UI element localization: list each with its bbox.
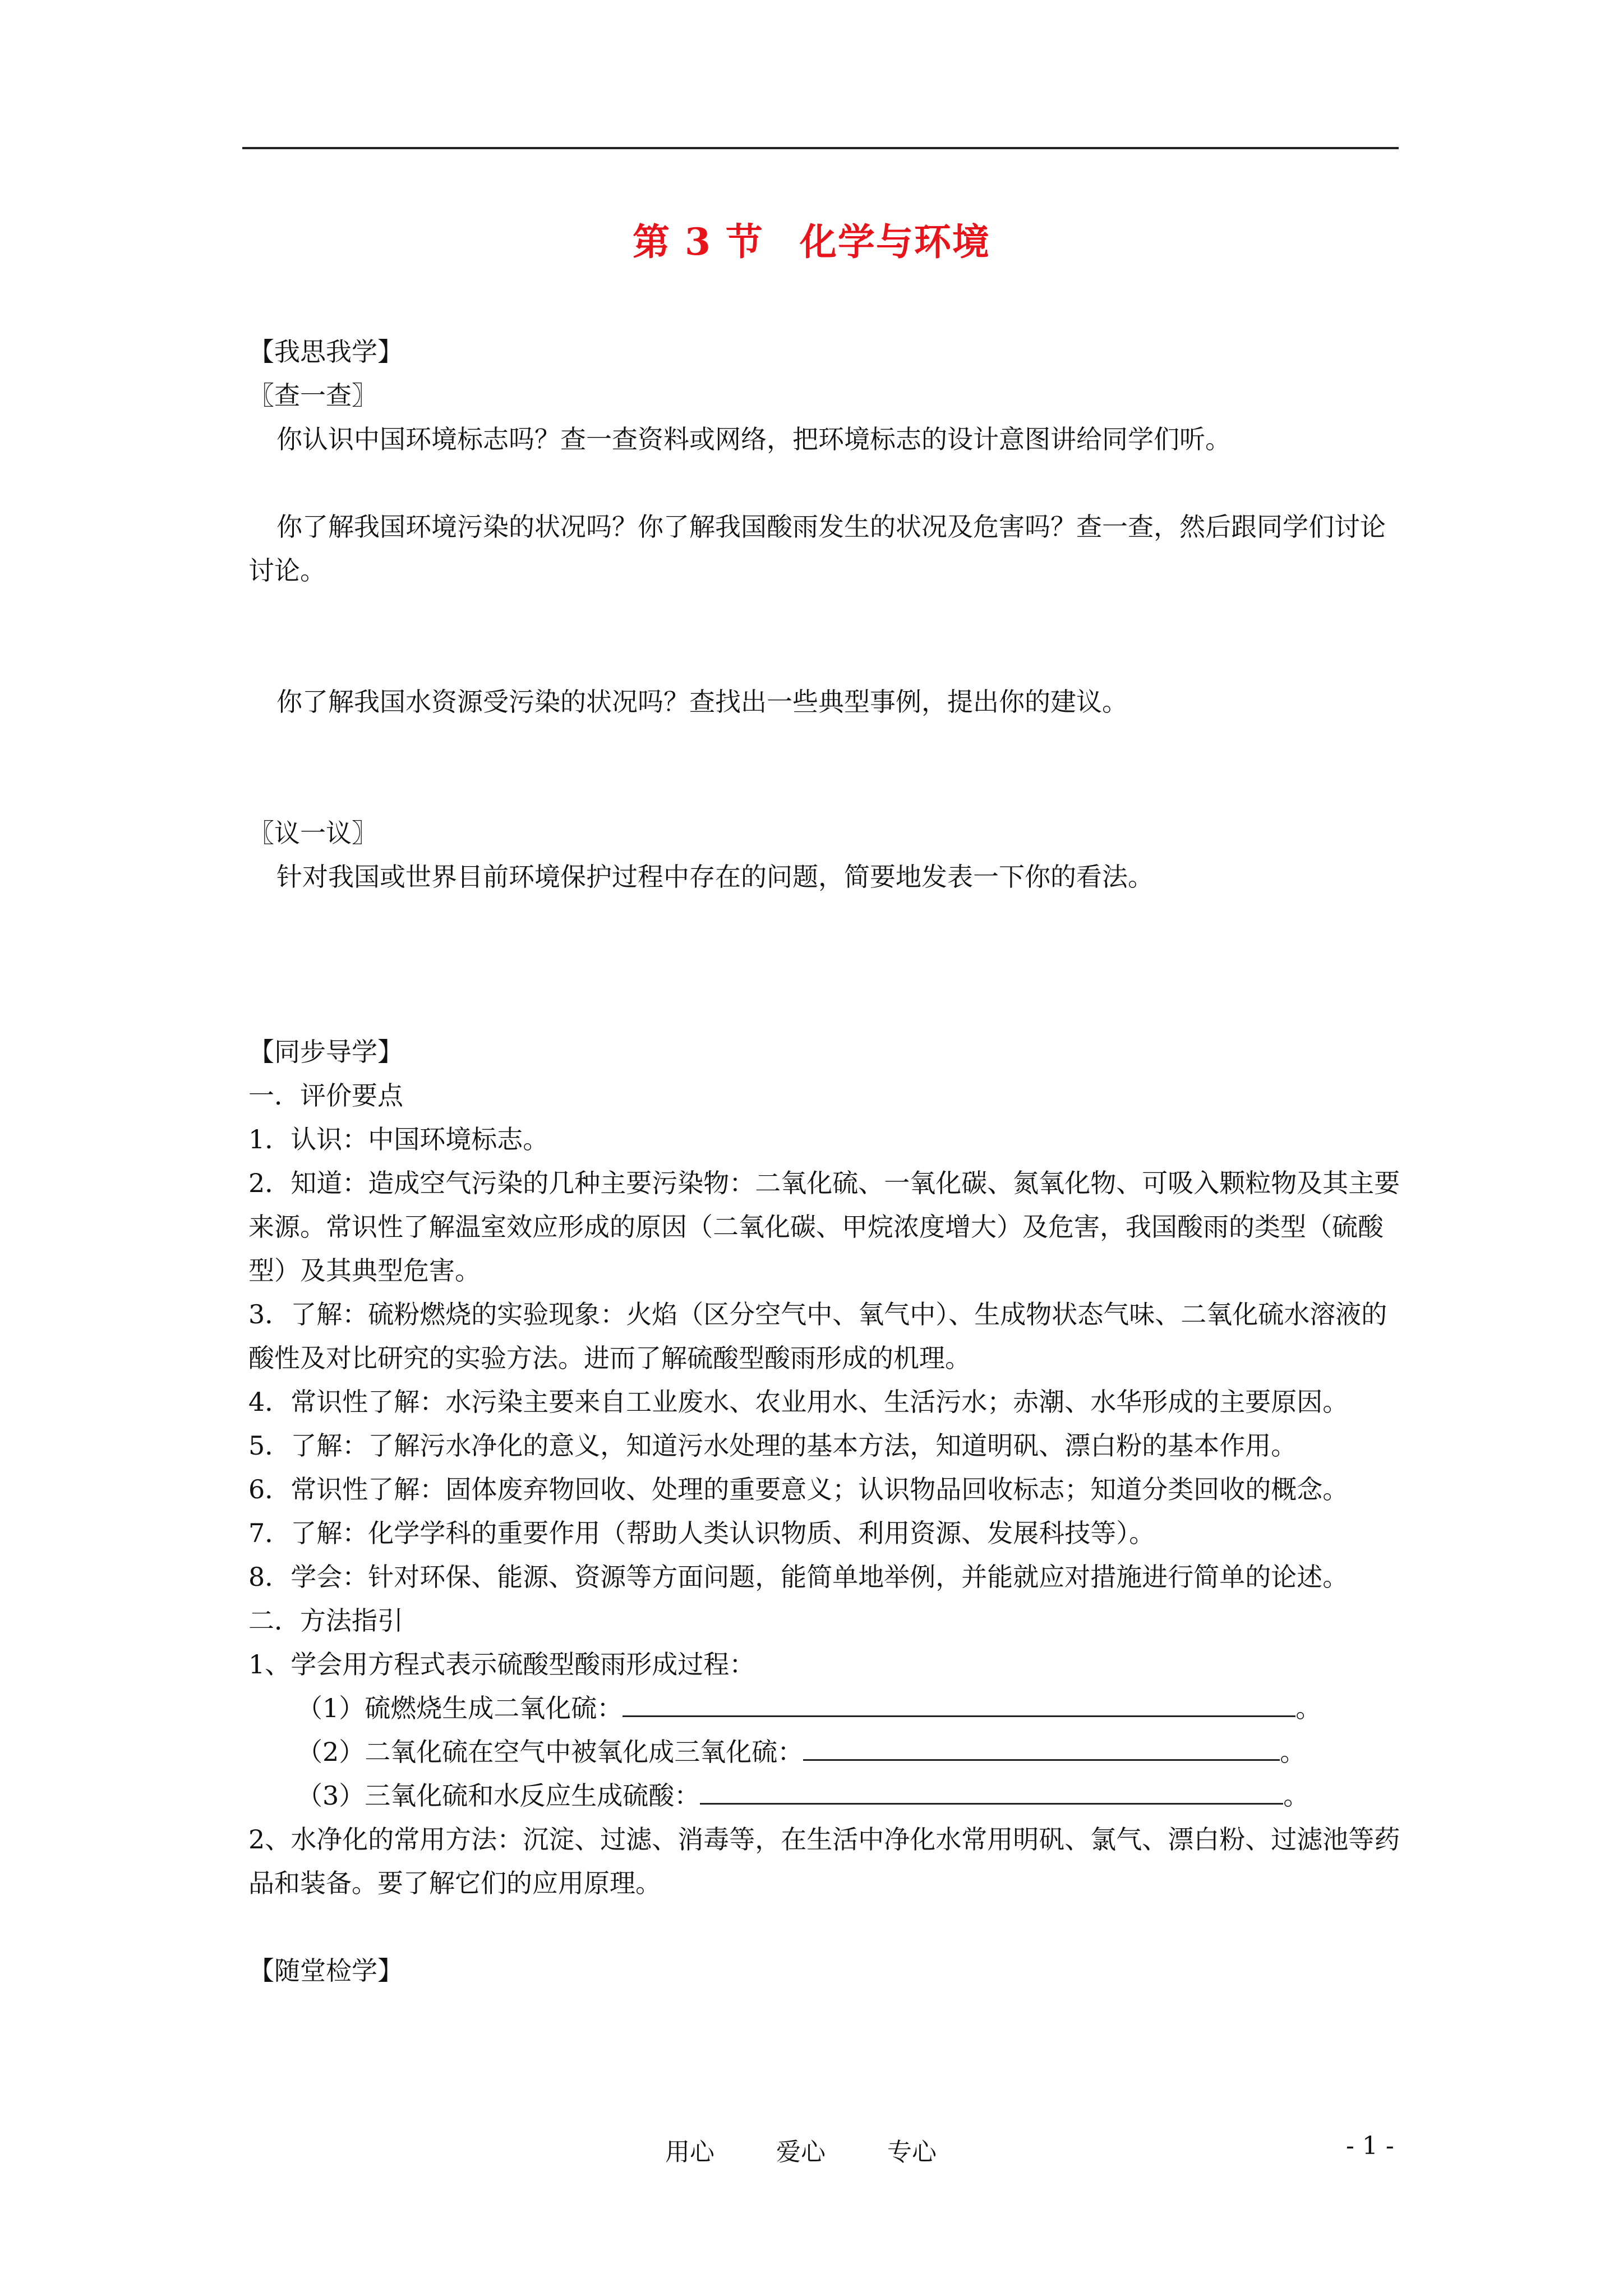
part-heading-method: 二．方法指引 xyxy=(248,1605,403,1636)
footer-word-2: 爱心 xyxy=(776,2138,826,2166)
method-2: 2、水净化的常用方法：沉淀、过滤、消毒等，在生活中净化水常用明矾、氯气、漂白粉、过滤池等药品和装备。要了解它们的应用原理。 xyxy=(248,1824,1400,1898)
question-2: 你了解我国环境污染的状况吗？你了解我国酸雨发生的状况及危害吗？查一查，然后跟同学们讨论讨论。 xyxy=(248,512,1386,586)
answer-blank-1[interactable] xyxy=(623,1687,1295,1717)
footer-word-1: 用心 xyxy=(665,2138,714,2166)
point-3: 3．了解：硫粉燃烧的实验现象：火焰（区分空气中、氧气中）、生成物状态气味、二氧化硫水溶液的酸性及对比研究的实验方法。进而了解硫酸型酸雨形成的机理。 xyxy=(248,1299,1387,1373)
equation-line-1 xyxy=(248,1686,1404,1730)
section-heading-guide: 【同步导学】 xyxy=(248,1037,403,1067)
equation-period-3: 。 xyxy=(1283,1780,1310,1811)
page-title xyxy=(0,212,1623,265)
footer-motto xyxy=(665,2132,998,2168)
equation-prompt-2: （2）二氧化硫在空气中被氧化成三氧化硫： xyxy=(297,1737,804,1767)
equation-period-2: 。 xyxy=(1280,1737,1306,1767)
equation-line-3 xyxy=(248,1774,1404,1818)
equation-period-1: 。 xyxy=(1295,1693,1322,1723)
question-4: 针对我国或世界目前环境保护过程中存在的问题，简要地发表一下你的看法。 xyxy=(276,862,1154,892)
part-heading-evaluation: 一．评价要点 xyxy=(248,1080,403,1111)
point-5: 5．了解：了解污水净化的意义，知道污水处理的基本方法，知道明矾、漂白粉的基本作用。 xyxy=(248,1430,1297,1461)
point-4: 4．常识性了解：水污染主要来自工业废水、农业用水、生活污水；赤潮、水华形成的主要原因。 xyxy=(248,1387,1349,1417)
section-heading-think: 【我思我学】 xyxy=(248,337,403,367)
subheading-check: 〖查一查〗 xyxy=(248,380,377,411)
equation-prompt-1: （1）硫燃烧生成二氧化硫： xyxy=(297,1693,623,1723)
title-section-number: 第 3 节 xyxy=(633,220,764,264)
page-number: - 1 - xyxy=(1346,2132,1394,2160)
header-rule xyxy=(242,147,1399,149)
point-6: 6．常识性了解：固体废弃物回收、处理的重要意义；认识物品回收标志；知道分类回收的概念。 xyxy=(248,1474,1349,1504)
method-1: 1、学会用方程式表示硫酸型酸雨形成过程： xyxy=(248,1649,755,1680)
point-1: 1．认识：中国环境标志。 xyxy=(248,1124,549,1154)
question-1: 你认识中国环境标志吗？查一查资料或网络，把环境标志的设计意图讲给同学们听。 xyxy=(276,424,1231,454)
footer-word-3: 专心 xyxy=(887,2138,937,2166)
equation-prompt-3: （3）三氧化硫和水反应生成硫酸： xyxy=(297,1780,700,1811)
title-topic: 化学与环境 xyxy=(799,220,990,264)
point-7: 7．了解：化学学科的重要作用（帮助人类认识物质、利用资源、发展科技等）。 xyxy=(248,1518,1155,1548)
point-2: 2．知道：造成空气污染的几种主要污染物：二氧化硫、一氧化碳、氮氧化物、可吸入颗粒物及其主要来源。常识性了解温室效应形成的原因（二氧化碳、甲烷浓度增大）及危害，我国酸雨的类型（硫酸型）及其典型危害。 xyxy=(248,1168,1400,1286)
equation-line-2 xyxy=(248,1730,1404,1774)
subheading-discuss: 〖议一议〗 xyxy=(248,818,377,848)
document-body xyxy=(248,330,1404,1993)
question-3: 你了解我国水资源受污染的状况吗？查找出一些典型事例，提出你的建议。 xyxy=(276,687,1128,717)
answer-blank-3[interactable] xyxy=(700,1775,1283,1805)
point-8: 8．学会：针对环保、能源、资源等方面问题，能简单地举例，并能就应对措施进行简单的论述。 xyxy=(248,1562,1349,1592)
section-heading-check: 【随堂检学】 xyxy=(248,1955,403,1986)
answer-blank-2[interactable] xyxy=(803,1731,1280,1761)
